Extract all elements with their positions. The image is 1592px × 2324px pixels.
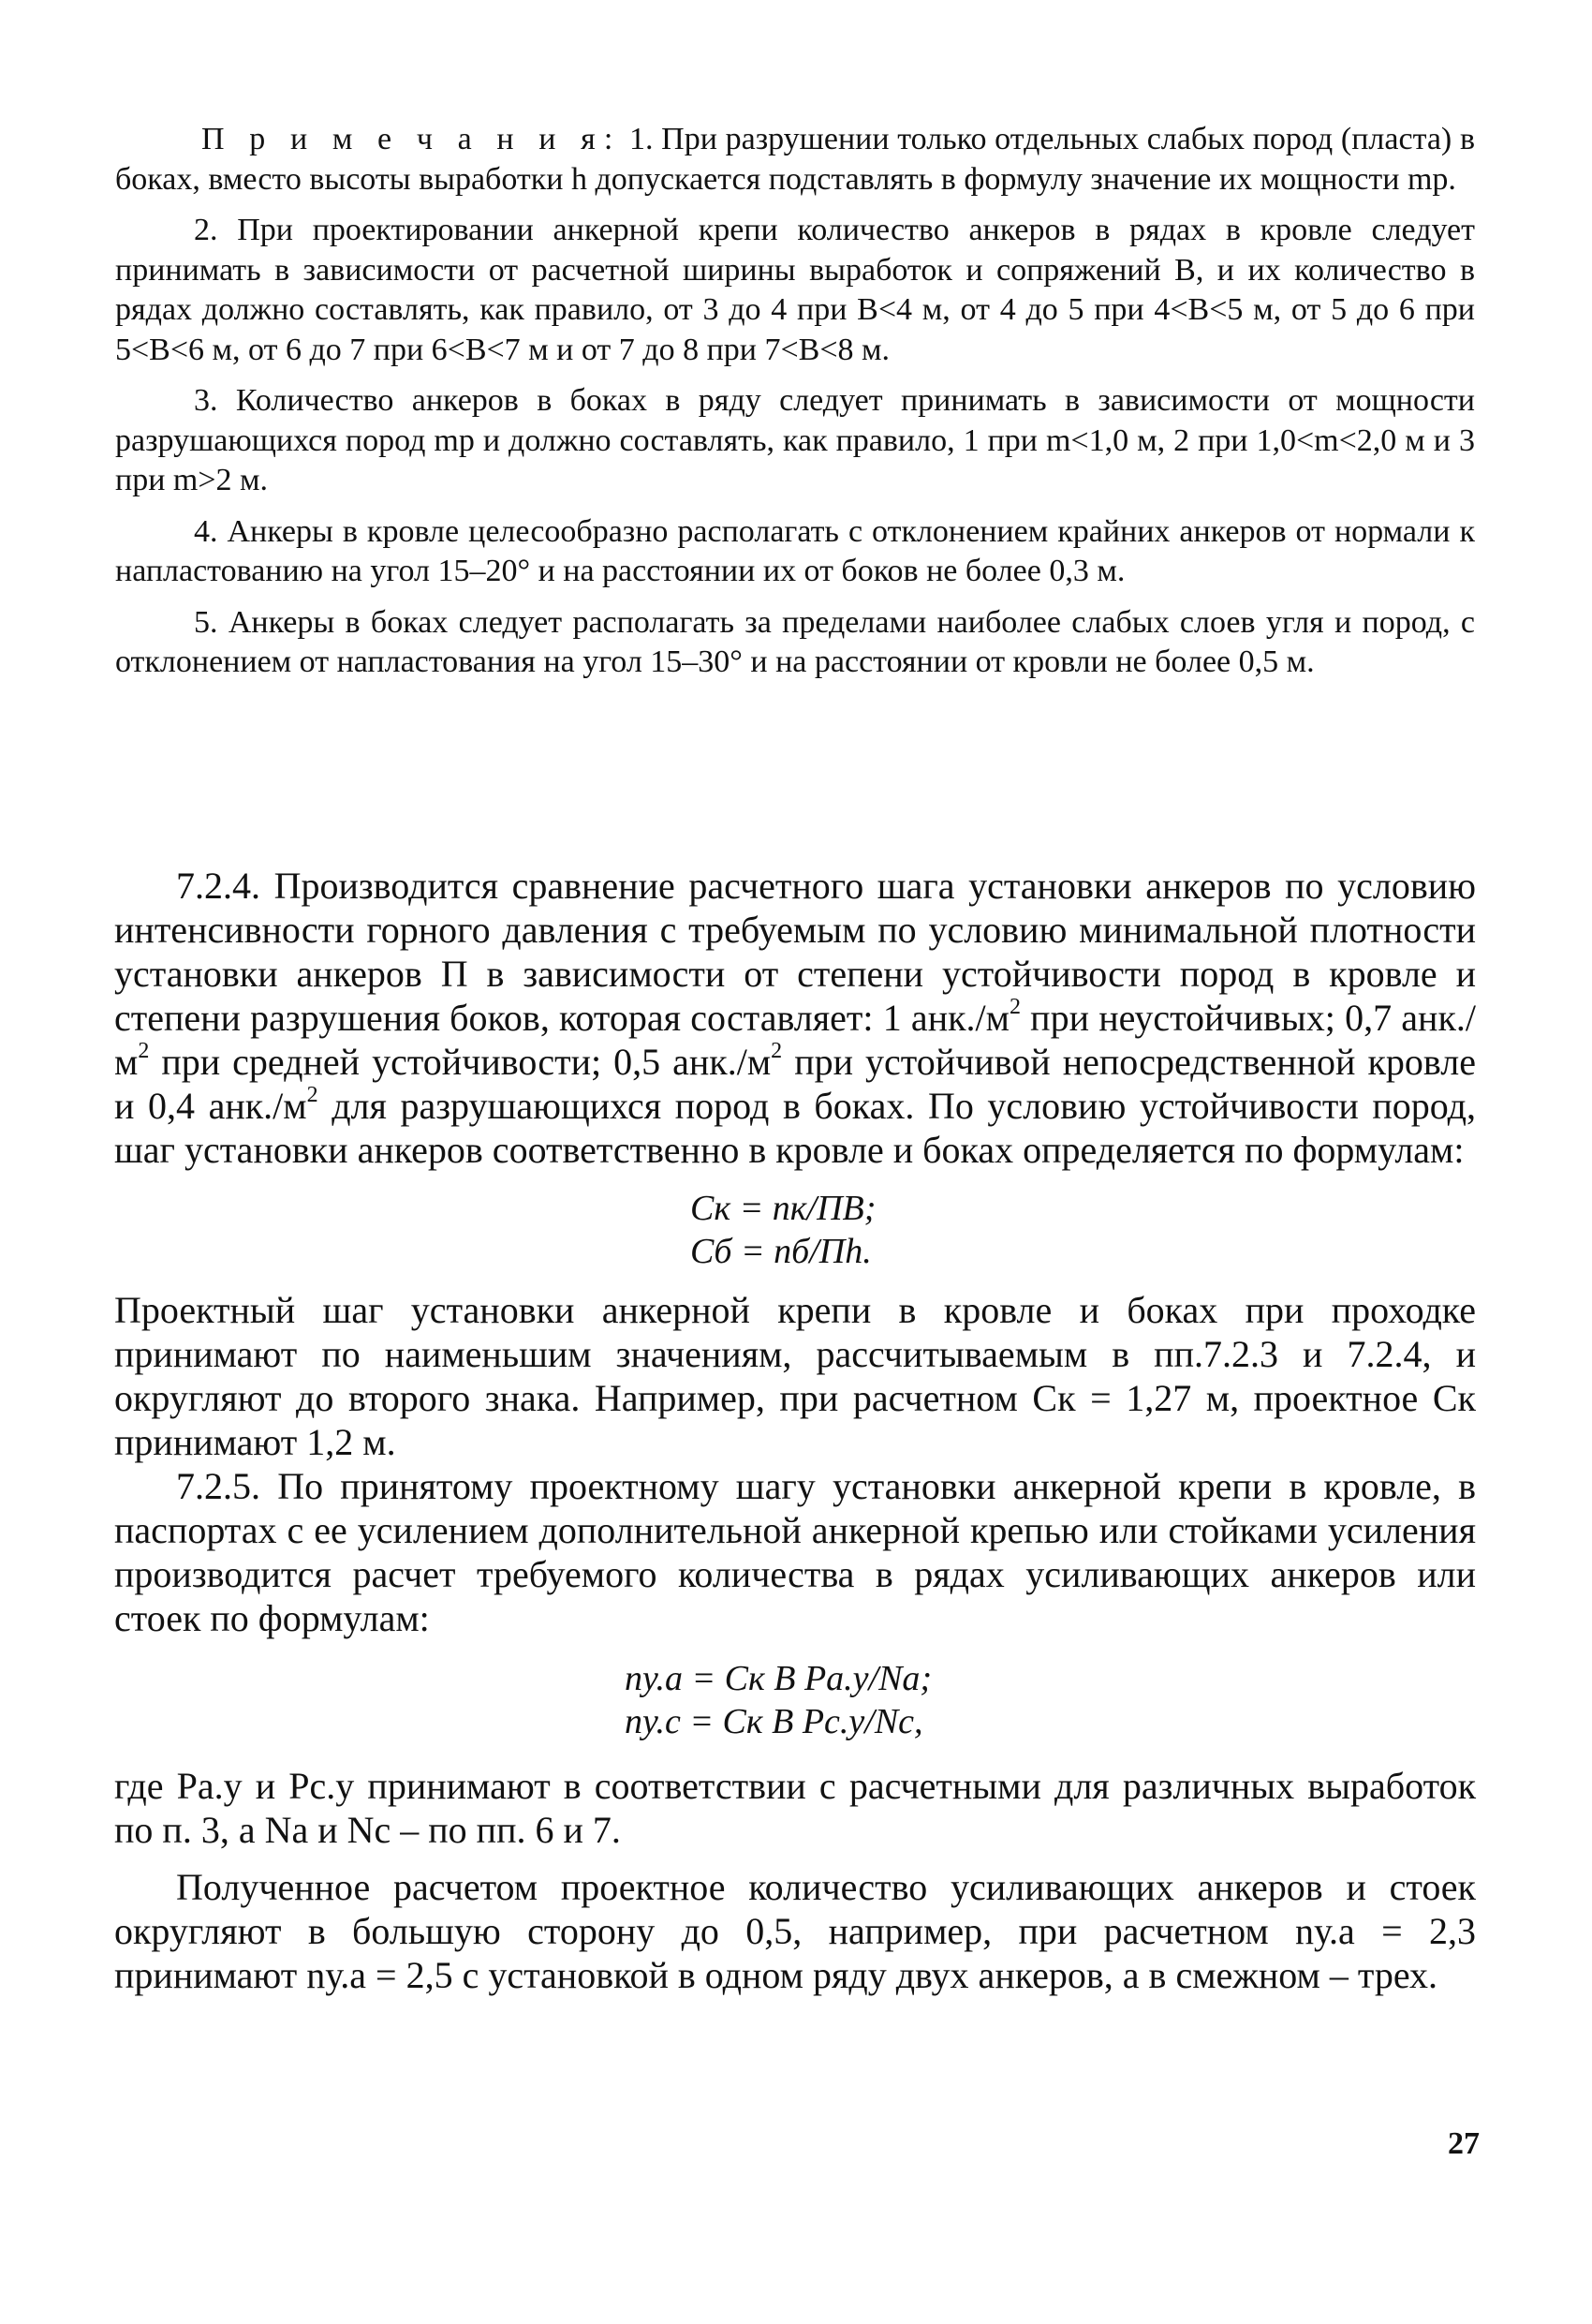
formula-block-1 bbox=[114, 1187, 1476, 1273]
paragraph-7-2-5: 7.2.5. По принятому проектному шагу установки анкерной крепи в кровле, в паспортах с ее усилением дополнительной анкерной крепью или стойками усиления производится расчет требуемого количества в рядах усиливающих анкеров или стоек по формулам: bbox=[114, 1465, 1476, 1639]
main-text bbox=[114, 864, 1476, 1997]
note-4: 4. Анкеры в кровле целесообразно располагать с отклонением крайних анкеров от нормали к напластованию на угол 15–20° и на расстоянии их от боков не более 0,3 м. bbox=[115, 513, 1475, 588]
superscript-2: 2 bbox=[138, 1039, 150, 1063]
p724-part-a: 7.2.4. Производится сравнение расчетного шага установки анкеров по условию интенсивности горного давления с требуемым по условию минимальной плотности установки анкеров П в зависимости от степени устойчивости пород в кровле и степени разрушения боков, которая составляет: 1 анк./м bbox=[114, 865, 1476, 1039]
paragraph-result: Полученное расчетом проектное количество усиливающих анкеров и стоек округляют в большую сторону до 0,5, например, при расчетном nу.а = 2,3 принимают nу.а = 2,5 с установкой в одном ряду двух анкеров, а в смежном – трех. bbox=[114, 1866, 1476, 1996]
superscript-2: 2 bbox=[306, 1083, 318, 1107]
formula-nya: nу.а = Cк B Pа.у/Nа; bbox=[625, 1659, 933, 1698]
note-5: 5. Анкеры в боках следует располагать за пределами наиболее слабых слоев угля и пород, с отклонением от напластования на угол 15–30° и на расстоянии от кровли не более 0,5 м. bbox=[115, 604, 1475, 679]
note-2: 2. При проектировании анкерной крепи количество анкеров в рядах в кровле следует принимать в зависимости от расчетной ширины выработок и сопряжений B, и их количество в рядах должно составлять, как правило, от 3 до 4 при B<4 м, от 4 до 5 при 4<B<5 м, от 5 до 6 при 5<B<6 м, от 6 до 7 при 6<B<7 м и от 7 до 8 при 7<B<8 м. bbox=[115, 213, 1475, 367]
notes-section bbox=[115, 120, 1475, 694]
paragraph-7-2-4 bbox=[114, 864, 1476, 1172]
p724-part-d: при устойчивой непосредственной кровле и 0,4 анк./м bbox=[114, 1041, 1476, 1127]
formula-nyc: nу.с = Cк B Pс.у/Nс, bbox=[625, 1702, 923, 1741]
notes-heading: П р и м е ч а н и я: bbox=[201, 122, 622, 156]
formula-ck: Cк = nк/ПB; bbox=[690, 1189, 877, 1228]
formula-block-2 bbox=[114, 1657, 1476, 1743]
note-1-text: 1. При разрушении только отдельных слабых пород (пласта) в боках, вместо высоты выработки h допускается подставлять в формулу значение их мощности mр. bbox=[115, 122, 1475, 197]
note-3: 3. Количество анкеров в боках в ряду следует принимать в зависимости от мощности разрушающихся пород mр и должно составлять, как правило, 1 при m<1,0 м, 2 при 1,0<m<2,0 м и 3 при m>2 м. bbox=[115, 383, 1475, 497]
page-number: 27 bbox=[1448, 2126, 1480, 2161]
p724-part-c: при средней устойчивости; 0,5 анк./м bbox=[149, 1041, 772, 1083]
superscript-2: 2 bbox=[771, 1039, 783, 1063]
note-1 bbox=[115, 120, 1475, 200]
paragraph-design-step: Проектный шаг установки анкерной крепи в кровле и боках при проходке принимают по наименьшим значениям, рассчитываемым в пп.7.2.3 и 7.2.4, и округляют до второго знака. Например, при расчетном Cк = 1,27 м, проектное Cк принимают 1,2 м. bbox=[114, 1289, 1476, 1463]
superscript-2: 2 bbox=[1009, 995, 1021, 1019]
formula-cb: Cб = nб/Пh. bbox=[690, 1232, 872, 1271]
paragraph-where: где Pа.у и Pс.у принимают в соответствии с расчетными для различных выработок по п. 3, а Nа и Nс – по пп. 6 и 7. bbox=[114, 1765, 1476, 1851]
p724-part-e: для разрушающихся пород в боках. По условию устойчивости пород, шаг установки анкеров соответственно в кровле и боках определяется по формулам: bbox=[114, 1085, 1476, 1171]
p724-part-b: при неустойчивых; 0,7 анк./м bbox=[114, 997, 1476, 1083]
